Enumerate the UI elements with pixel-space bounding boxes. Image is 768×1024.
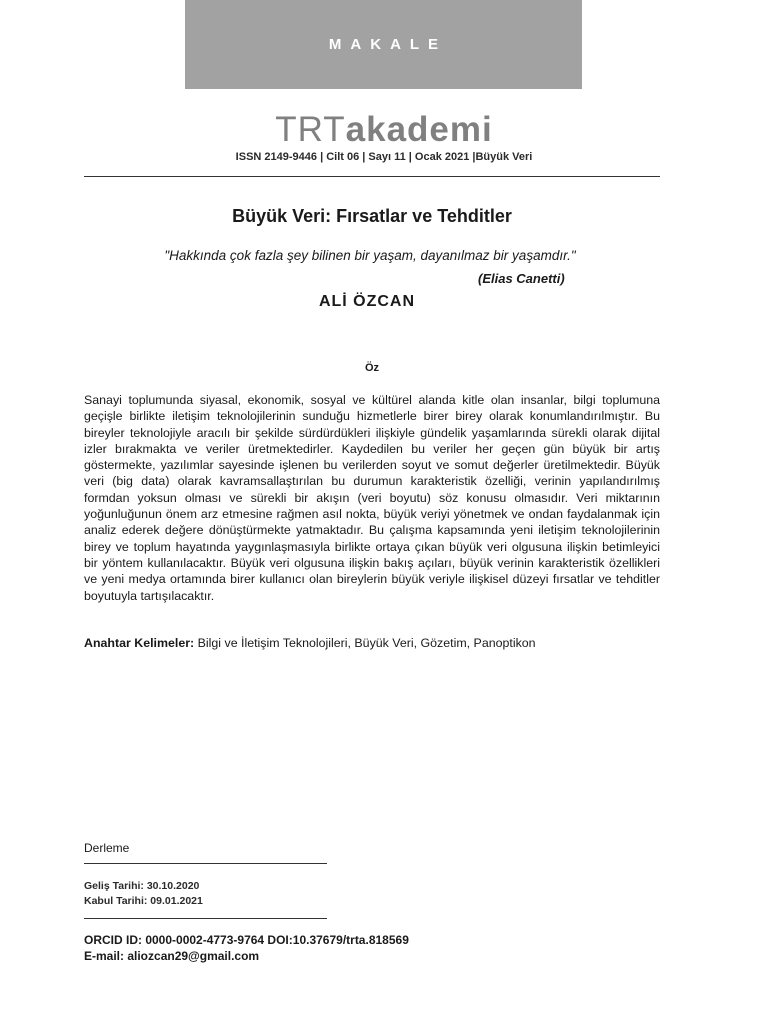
abstract-heading: Öz <box>364 362 380 374</box>
footer-divider-1 <box>84 863 327 864</box>
issn-line: ISSN 2149-9446 | Cilt 06 | Sayı 11 | Ocak 2021 |Büyük Veri <box>235 151 533 163</box>
epigraph-quote: "Hakkında çok fazla şey bilinen bir yaşam, dayanılmaz bir yaşamdır." <box>164 248 576 263</box>
author-name: ALİ ÖZCAN <box>318 293 416 310</box>
article-dates <box>84 879 203 909</box>
author-contact <box>84 932 409 964</box>
section-banner <box>185 0 582 89</box>
accepted-date: Kabul Tarihi: 09.01.2021 <box>84 895 203 907</box>
author-email: E-mail: aliozcan29@gmail.com <box>84 949 260 963</box>
logo-part-trt: TRT <box>275 110 346 149</box>
epigraph-author: (Elias Canetti) <box>478 271 565 286</box>
footer-divider-2 <box>84 918 327 919</box>
article-type: Derleme <box>84 841 130 855</box>
keywords <box>84 636 684 650</box>
keywords-value: Bilgi ve İletişim Teknolojileri, Büyük Veri, Gözetim, Panoptikon <box>197 636 536 650</box>
received-date: Geliş Tarihi: 30.10.2020 <box>84 880 200 892</box>
header-divider <box>84 176 660 177</box>
keywords-label: Anahtar Kelimeler: <box>84 636 195 650</box>
journal-logo <box>0 110 768 150</box>
orcid-doi: ORCID ID: 0000-0002-4773-9764 DOI:10.37679/trta.818569 <box>84 933 409 947</box>
section-label: MAKALE <box>328 36 448 53</box>
article-title: Büyük Veri: Fırsatlar ve Tehditler <box>232 206 512 226</box>
logo-part-akademi: akademi <box>345 110 493 149</box>
abstract-body: Sanayi toplumunda siyasal, ekonomik, sosyal ve kültürel alanda kitle olan insanlar, bilgi toplumuna geçişle birlikte iletişim teknolojilerinin sunduğu hizmetlerle birer birey olarak konumlandırılmıştır. Bu bireyler teknolojiyle aracılı bir şekilde sürdürdükleri ilişkiyle gündelik yaşamlarında sürekli olarak dijital izler bırakmakta ve veriler üretmektedirler. Kaydedilen bu veriler her geçen gün büyük bir artış göstermekte, yazılımlar sayesinde işlenen bu verilerden soyut ve somut değerler üretilmektedir. Büyük veri (big data) olarak kavramsallaştırılan bu durumun karakteristik özelliği, verinin yapılandırılmış formdan yoksun olması ve sürekli bir akışın (veri boyutu) söz konusu olmasıdır. Veri miktarının yoğunluğunun önem arz etmesine rağmen asıl nokta, büyük veriyi yönetmek ve ondan faydalanmak için analiz ederek değere dönüştürmekte yatmaktadır. Bu çalışma kapsamında yeni iletişim teknolojilerinin birey ve toplum hayatında yaygınlaşmasıyla birlikte ortaya çıkan büyük veri olgusuna ilişkin betimleyici bir yöntem kullanılacaktır. Büyük veri olgusuna ilişkin bakış açıları, büyük verinin karakteristik özellikleri ve yeni medya ortamında birer kullanıcı olan bireylerin büyük veriyle ilişkisel düzeyi fırsatlar ve tehditler boyutuyla tartışılacaktır. <box>84 393 660 603</box>
